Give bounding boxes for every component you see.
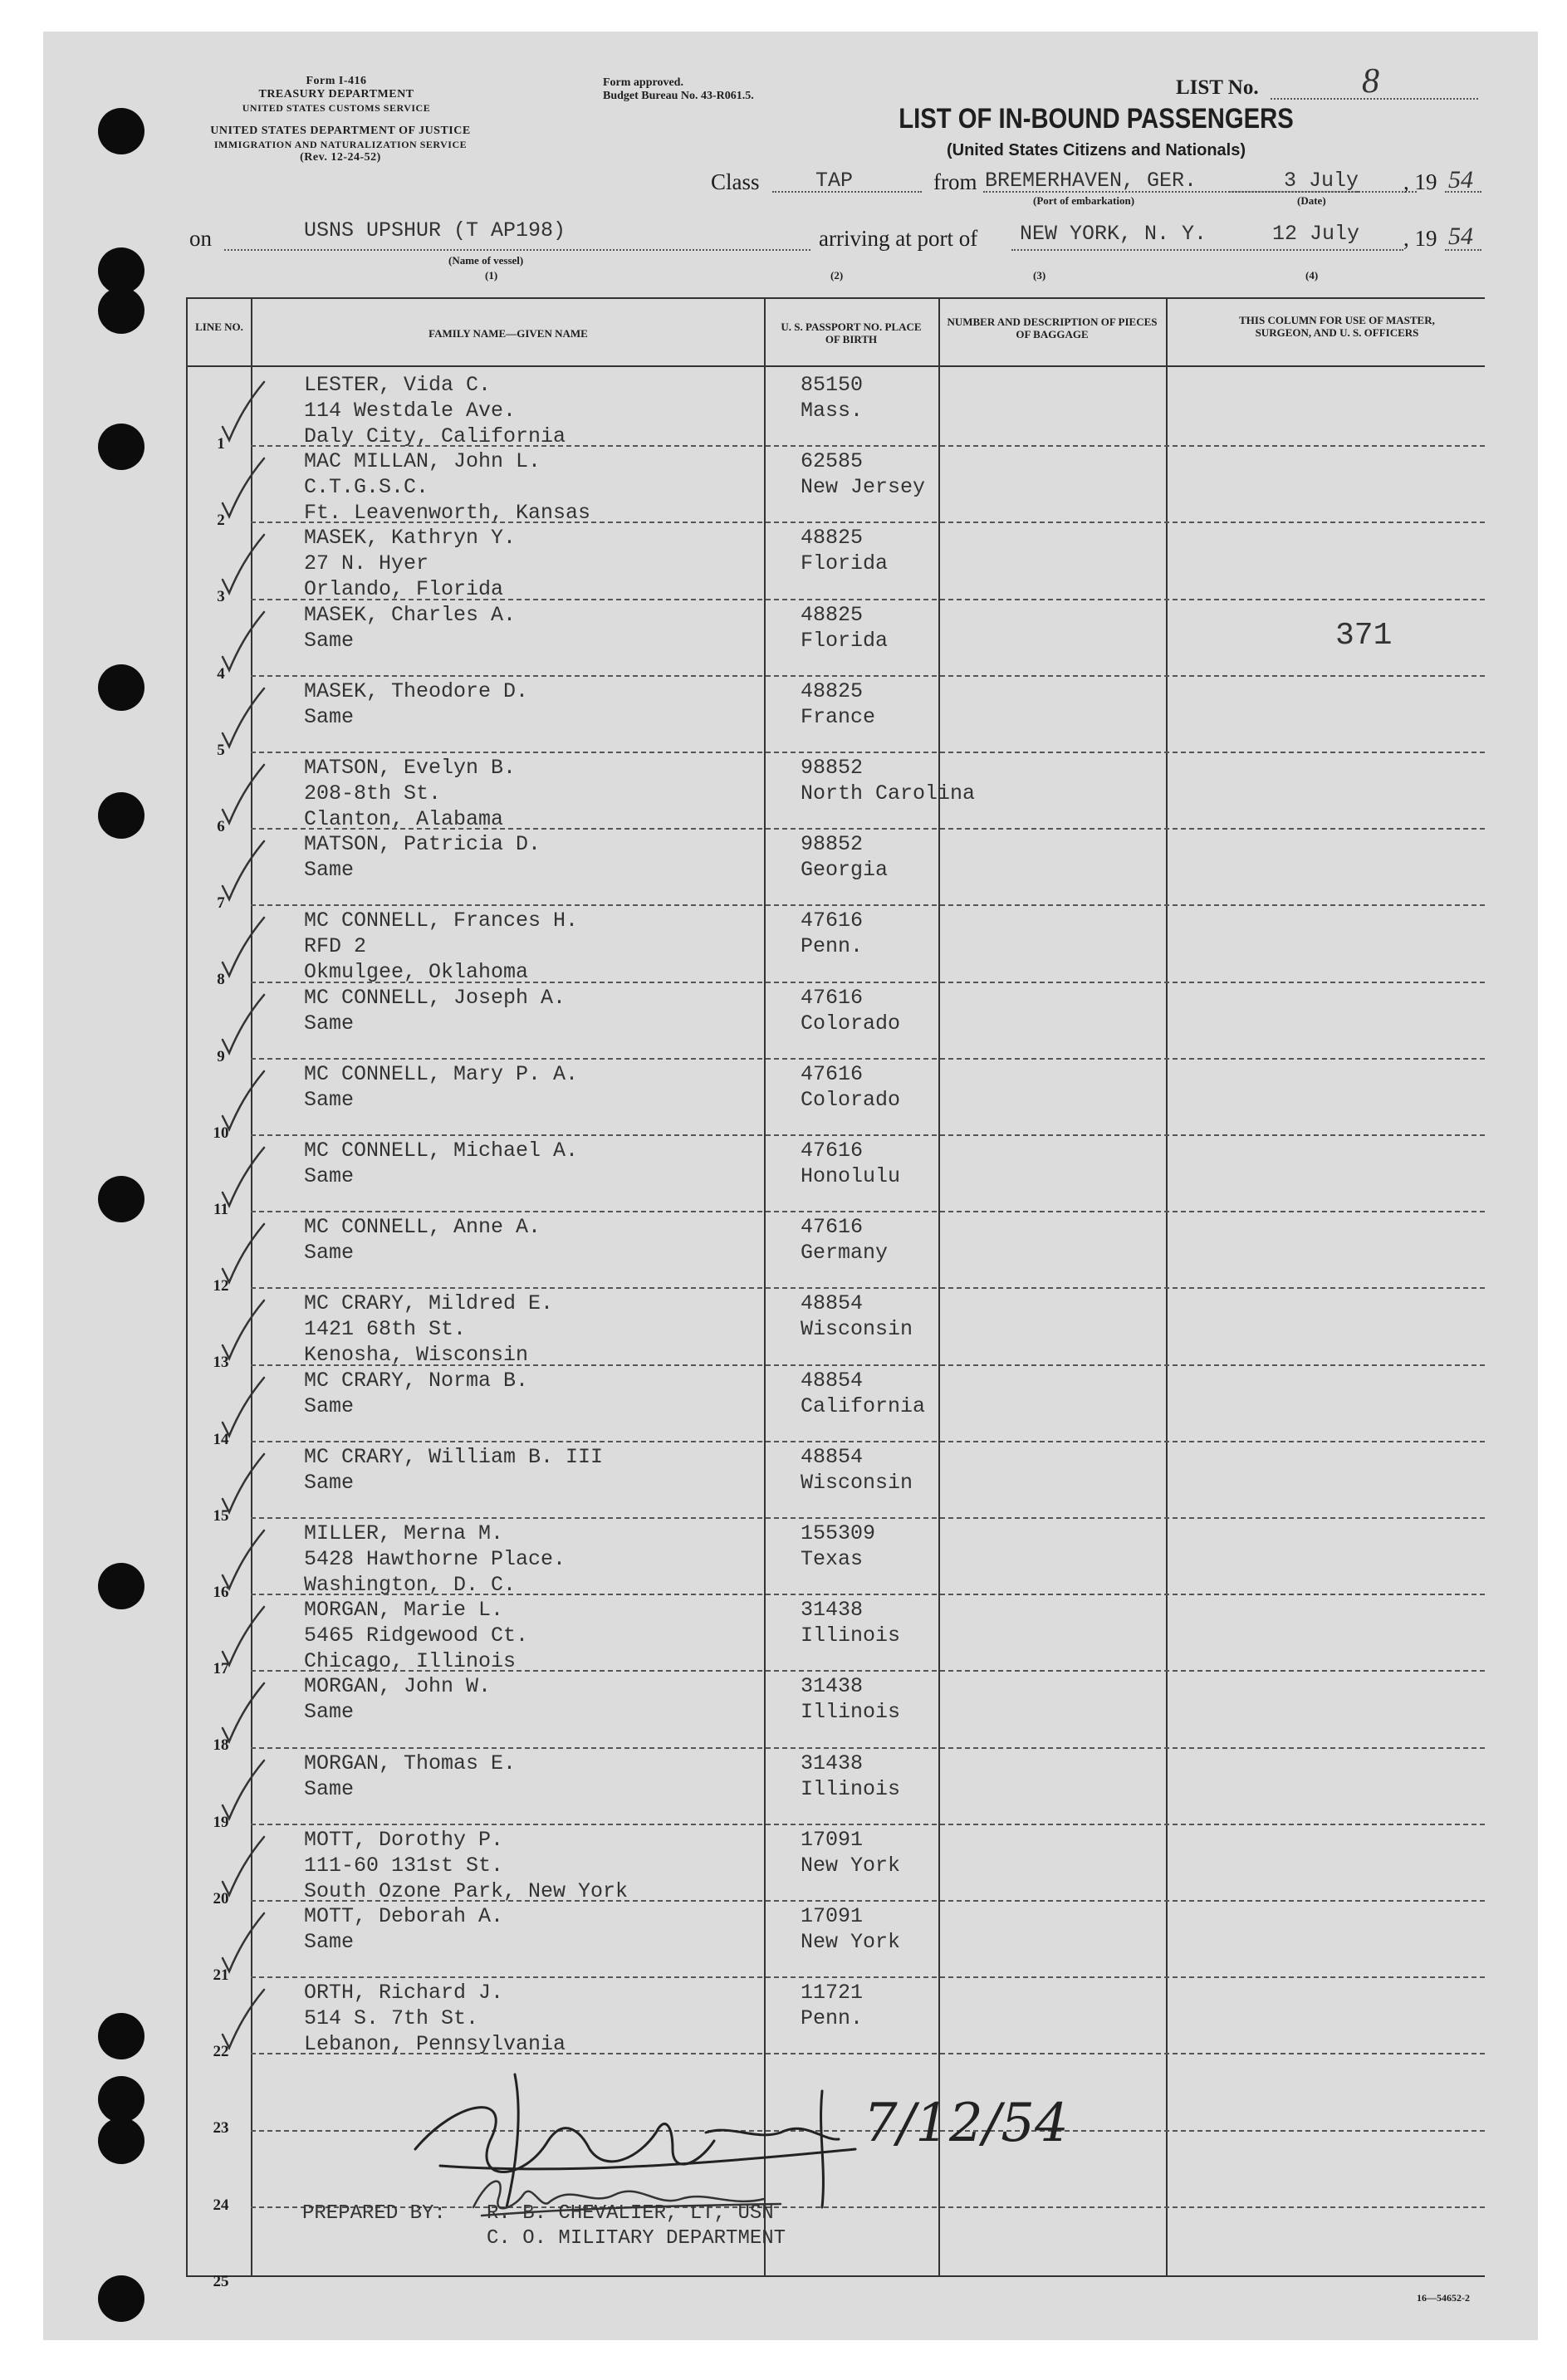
passenger-address-line1: Same <box>304 1241 355 1265</box>
line-number: 11 <box>213 1201 228 1218</box>
punch-hole <box>98 2013 144 2059</box>
passport-number: 98852 <box>801 756 864 780</box>
row-separator <box>251 1976 1485 1978</box>
passenger-name: MOTT, Dorothy P. <box>304 1828 504 1852</box>
signature-stroke-4 <box>821 2091 824 2207</box>
passenger-name: MC CONNELL, Anne A. <box>304 1215 541 1239</box>
page-title: LIST OF IN-BOUND PASSENGERS <box>899 103 1294 135</box>
check-tick <box>218 1144 267 1211</box>
col-num-1: (1) <box>485 269 498 282</box>
port-embark-caption: (Port of embarkation) <box>1033 194 1135 207</box>
punch-hole <box>98 2118 144 2164</box>
passport-number: 31438 <box>801 1674 864 1698</box>
row-separator <box>251 982 1485 983</box>
table-top-border <box>186 297 1485 299</box>
passenger-address-line2: Daly City, California <box>304 424 566 448</box>
class-label: Class <box>711 169 760 194</box>
row-separator <box>251 828 1485 830</box>
passenger-address-line1: RFD 2 <box>304 934 367 958</box>
year-prefix: 19 <box>1414 169 1437 194</box>
page-subtitle: (United States Citizens and Nationals) <box>946 141 1246 159</box>
passenger-name: LESTER, Vida C. <box>304 373 492 397</box>
class-value: TAP <box>815 169 854 193</box>
row-separator <box>251 522 1485 523</box>
passenger-address-line1: 114 Westdale Ave. <box>304 399 517 423</box>
table-left-border <box>186 297 188 2277</box>
passenger-name: MC CONNELL, Joseph A. <box>304 986 566 1010</box>
line-number: 23 <box>213 2119 229 2137</box>
col-num-4: (4) <box>1305 269 1319 282</box>
passenger-address-line2: South Ozone Park, New York <box>304 1879 629 1903</box>
place-of-birth: Colorado <box>801 1011 901 1036</box>
place-of-birth: Florida <box>801 551 889 575</box>
arrival-date: 12 July <box>1272 222 1360 246</box>
passport-number: 48825 <box>801 679 864 703</box>
footer-code: 16—54652-2 <box>1417 2292 1470 2304</box>
passenger-address-line2: Orlando, Florida <box>304 577 504 601</box>
line-number: 10 <box>213 1124 229 1142</box>
passport-number: 17091 <box>801 1904 864 1928</box>
col-header-passport: U. S. PASSPORT NO. PLACE OF BIRTH <box>781 321 922 345</box>
passenger-name: MAC MILLAN, John L. <box>304 449 541 473</box>
vessel-caption: (Name of vessel) <box>448 254 524 267</box>
check-tick <box>218 1604 267 1670</box>
line-number: 22 <box>213 2043 229 2060</box>
passenger-name: MC CONNELL, Mary P. A. <box>304 1062 579 1086</box>
passport-number: 48854 <box>801 1369 864 1393</box>
signature-stroke-3 <box>706 2128 839 2139</box>
punch-hole <box>98 1563 144 1609</box>
line-number: 4 <box>217 665 225 683</box>
row-separator <box>251 904 1485 906</box>
from-label: from <box>933 169 977 194</box>
passenger-name: MILLER, Merna M. <box>304 1521 504 1545</box>
passenger-address-line1: 27 N. Hyer <box>304 551 429 575</box>
passenger-name: MC CRARY, Mildred E. <box>304 1291 554 1315</box>
passenger-address-line1: Same <box>304 858 355 882</box>
passenger-name: MC CRARY, William B. III <box>304 1445 604 1469</box>
passenger-address-line1: Same <box>304 1700 355 1724</box>
line-number: 7 <box>217 894 225 912</box>
line-number: 18 <box>213 1736 229 1754</box>
passport-number: 11721 <box>801 1981 864 2005</box>
place-of-birth: Illinois <box>801 1623 901 1648</box>
list-no-label: LIST No. <box>1176 76 1259 99</box>
place-of-birth: New York <box>801 1930 901 1954</box>
passport-number: 62585 <box>801 449 864 473</box>
punch-hole <box>98 424 144 470</box>
passenger-address-line1: 5465 Ridgewood Ct. <box>304 1623 529 1648</box>
row-separator <box>251 675 1485 677</box>
passenger-address-line2: Clanton, Alabama <box>304 807 504 831</box>
form-number: Form I-416 <box>306 75 367 87</box>
passport-number: 48854 <box>801 1291 864 1315</box>
passenger-address-line1: Same <box>304 1930 355 1954</box>
handwritten-date: 7/12/54 <box>864 2093 1069 2154</box>
passport-number: 47616 <box>801 1062 864 1086</box>
passenger-address-line1: Same <box>304 1394 355 1418</box>
place-of-birth: Illinois <box>801 1777 901 1801</box>
passenger-address-line1: 5428 Hawthorne Place. <box>304 1547 566 1571</box>
check-tick <box>218 455 267 522</box>
passenger-name: MASEK, Theodore D. <box>304 679 529 703</box>
row-separator <box>251 1364 1485 1366</box>
punch-hole <box>98 2275 144 2322</box>
place-of-birth: Florida <box>801 629 889 653</box>
line-number: 3 <box>217 588 225 605</box>
revision: (Rev. 12-24-52) <box>300 151 381 164</box>
line-number: 2 <box>217 512 225 529</box>
passenger-name: MASEK, Kathryn Y. <box>304 526 517 550</box>
depart-date: 3 July <box>1284 169 1359 193</box>
place-of-birth: Colorado <box>801 1088 901 1112</box>
place-of-birth: Georgia <box>801 858 889 882</box>
passenger-address-line1: Same <box>304 1164 355 1188</box>
passenger-address-line1: 514 S. 7th St. <box>304 2006 479 2030</box>
justice-dept: UNITED STATES DEPARTMENT OF JUSTICE <box>210 125 471 137</box>
line-number: 15 <box>213 1507 229 1525</box>
passenger-name: ORTH, Richard J. <box>304 1981 504 2005</box>
col-header-baggage: NUMBER AND DESCRIPTION OF PIECES OF BAGGAGE <box>947 316 1158 340</box>
passenger-address-line1: Same <box>304 1088 355 1112</box>
check-tick <box>218 1757 267 1824</box>
place-of-birth: Penn. <box>801 934 864 958</box>
line-number: 25 <box>213 2273 229 2290</box>
line-number: 19 <box>213 1814 229 1831</box>
line-number: 20 <box>213 1890 229 1907</box>
check-tick <box>218 1451 267 1517</box>
check-tick <box>218 531 267 598</box>
prepared-by-dept: C. O. MILITARY DEPARTMENT <box>487 2227 786 2250</box>
col-num-2: (2) <box>830 269 844 282</box>
place-of-birth: Wisconsin <box>801 1317 913 1341</box>
passenger-address-line2: Chicago, Illinois <box>304 1649 517 1673</box>
prepared-by-name: R. B. CHEVALIER, LT, USN <box>487 2202 774 2225</box>
line-number: 21 <box>213 1966 229 1984</box>
on-label: on <box>189 226 212 251</box>
passenger-name: MASEK, Charles A. <box>304 603 517 627</box>
punch-hole <box>98 2076 144 2123</box>
line-number: 8 <box>217 971 225 988</box>
check-tick <box>218 992 267 1058</box>
passenger-address-line1: C.T.G.S.C. <box>304 475 429 499</box>
check-tick <box>218 609 267 675</box>
passport-number: 48854 <box>801 1445 864 1469</box>
col-header-name: FAMILY NAME—GIVEN NAME <box>428 327 588 340</box>
place-of-birth: California <box>801 1394 926 1418</box>
passenger-address-line1: 208-8th St. <box>304 781 442 806</box>
row-separator <box>251 1517 1485 1519</box>
year-prefix-2: 19 <box>1414 226 1437 251</box>
form-sheet <box>43 32 1538 2340</box>
passenger-address-line2: Ft. Leavenworth, Kansas <box>304 501 591 525</box>
passport-number: 47616 <box>801 1215 864 1239</box>
check-tick <box>218 1527 267 1594</box>
passport-number: 98852 <box>801 832 864 856</box>
passenger-address-line2: Washington, D. C. <box>304 1573 517 1597</box>
check-tick <box>218 1068 267 1134</box>
place-of-birth: Illinois <box>801 1700 901 1724</box>
row-separator <box>251 599 1485 600</box>
place-of-birth: New York <box>801 1854 901 1878</box>
row-separator <box>251 1900 1485 1902</box>
passenger-name: MORGAN, Thomas E. <box>304 1751 517 1775</box>
row-separator <box>251 1441 1485 1442</box>
arriving-label: arriving at port of <box>819 226 978 251</box>
place-of-birth: Penn. <box>801 2006 864 2030</box>
line-number: 6 <box>217 818 225 835</box>
passenger-name: MC CRARY, Norma B. <box>304 1369 529 1393</box>
line-number: 5 <box>217 742 225 759</box>
line-number: 17 <box>213 1660 229 1677</box>
arrival-port: NEW YORK, N. Y. <box>1020 222 1207 246</box>
treasury-dept: TREASURY DEPARTMENT <box>258 88 414 100</box>
check-tick <box>218 1297 267 1364</box>
preparer-stroke-2 <box>548 2191 764 2203</box>
vessel-line <box>224 249 810 251</box>
punch-hole <box>98 287 144 334</box>
stamp-number: 371 <box>1335 618 1393 654</box>
form-approved: Form approved. <box>603 76 683 89</box>
check-tick <box>218 1910 267 1976</box>
passenger-address-line1: Same <box>304 705 355 729</box>
prepared-by-label: PREPARED BY: <box>302 2202 446 2225</box>
passport-number: 31438 <box>801 1751 864 1775</box>
customs-service: UNITED STATES CUSTOMS SERVICE <box>242 102 431 114</box>
passport-number: 31438 <box>801 1598 864 1622</box>
check-tick <box>218 1374 267 1441</box>
place-of-birth: Germany <box>801 1241 889 1265</box>
passenger-address-line1: 111-60 131st St. <box>304 1854 504 1878</box>
passenger-address-line1: Same <box>304 1777 355 1801</box>
passport-number: 48825 <box>801 603 864 627</box>
budget-bureau: Budget Bureau No. 43-R061.5. <box>603 90 754 102</box>
passenger-address-line2: Lebanon, Pennsylvania <box>304 2032 566 2056</box>
passport-number: 155309 <box>801 1521 876 1545</box>
passport-number: 47616 <box>801 986 864 1010</box>
check-tick <box>218 379 267 445</box>
depart-year: 54 <box>1448 166 1473 193</box>
row-separator <box>251 1594 1485 1595</box>
place-of-birth: Honolulu <box>801 1164 901 1188</box>
place-of-birth: Texas <box>801 1547 864 1571</box>
punch-hole <box>98 108 144 154</box>
check-tick <box>218 1834 267 1900</box>
passenger-name: MORGAN, Marie L. <box>304 1598 504 1622</box>
row-separator <box>251 1670 1485 1672</box>
check-tick <box>218 914 267 981</box>
check-tick <box>218 1221 267 1287</box>
arrival-line <box>1011 249 1403 251</box>
check-tick <box>218 762 267 828</box>
passport-number: 47616 <box>801 908 864 933</box>
place-of-birth: Mass. <box>801 399 864 423</box>
passport-number: 17091 <box>801 1828 864 1852</box>
line-number: 14 <box>213 1431 229 1448</box>
passenger-name: MORGAN, John W. <box>304 1674 492 1698</box>
punch-hole <box>98 1176 144 1222</box>
place-of-birth: France <box>801 705 876 729</box>
col-header-line-no: LINE NO. <box>195 321 243 333</box>
ins-service: IMMIGRATION AND NATURALIZATION SERVICE <box>213 139 468 150</box>
punch-hole <box>98 664 144 711</box>
line-number: 24 <box>213 2196 229 2214</box>
check-tick <box>218 1986 267 2053</box>
passenger-address-line2: Kenosha, Wisconsin <box>304 1343 529 1367</box>
row-separator <box>251 445 1485 447</box>
passenger-address-line1: Same <box>304 1011 355 1036</box>
arrival-year-prefix: , 19 <box>1403 226 1437 251</box>
depart-year-prefix: , 19 <box>1403 169 1437 194</box>
row-separator <box>251 1747 1485 1749</box>
line-number: 13 <box>213 1354 229 1371</box>
passenger-name: MATSON, Patricia D. <box>304 832 541 856</box>
vessel-name: USNS UPSHUR (T AP198) <box>304 218 566 242</box>
row-separator <box>251 1058 1485 1060</box>
table-bottom-border <box>186 2275 1485 2277</box>
punch-hole <box>98 792 144 839</box>
passenger-name: MOTT, Deborah A. <box>304 1904 504 1928</box>
check-tick <box>218 685 267 752</box>
line-number: 1 <box>217 435 225 453</box>
passenger-address-line1: Same <box>304 1471 355 1495</box>
passport-number: 85150 <box>801 373 864 397</box>
passport-number: 47616 <box>801 1139 864 1163</box>
row-separator <box>251 1287 1485 1289</box>
place-of-birth: New Jersey <box>801 475 926 499</box>
passport-number: 48825 <box>801 526 864 550</box>
line-number: 16 <box>213 1584 229 1601</box>
passenger-name: MATSON, Evelyn B. <box>304 756 517 780</box>
passenger-name: MC CONNELL, Michael A. <box>304 1139 579 1163</box>
line-number: 12 <box>213 1277 229 1295</box>
row-separator <box>251 752 1485 753</box>
passenger-address-line1: 1421 68th St. <box>304 1317 467 1341</box>
passenger-address-line2: Okmulgee, Oklahoma <box>304 960 529 984</box>
check-tick <box>218 1680 267 1746</box>
col-num-3: (3) <box>1033 269 1046 282</box>
place-of-birth: Wisconsin <box>801 1471 913 1495</box>
passenger-address-line1: Same <box>304 629 355 653</box>
place-of-birth: North Carolina <box>801 781 976 806</box>
from-value: BREMERHAVEN, GER. <box>985 169 1197 193</box>
date-caption: (Date) <box>1297 194 1326 207</box>
table-header-border <box>186 365 1485 367</box>
arrival-year: 54 <box>1448 223 1473 250</box>
row-separator <box>251 1211 1485 1212</box>
list-no-value: 8 <box>1362 62 1379 100</box>
row-separator <box>251 1134 1485 1136</box>
row-separator <box>251 1824 1485 1825</box>
col-header-officers: THIS COLUMN FOR USE OF MASTER, SURGEON, AND U. S. OFFICERS <box>1239 314 1435 339</box>
check-tick <box>218 838 267 904</box>
passenger-name: MC CONNELL, Frances H. <box>304 908 579 933</box>
line-number: 9 <box>217 1048 225 1065</box>
